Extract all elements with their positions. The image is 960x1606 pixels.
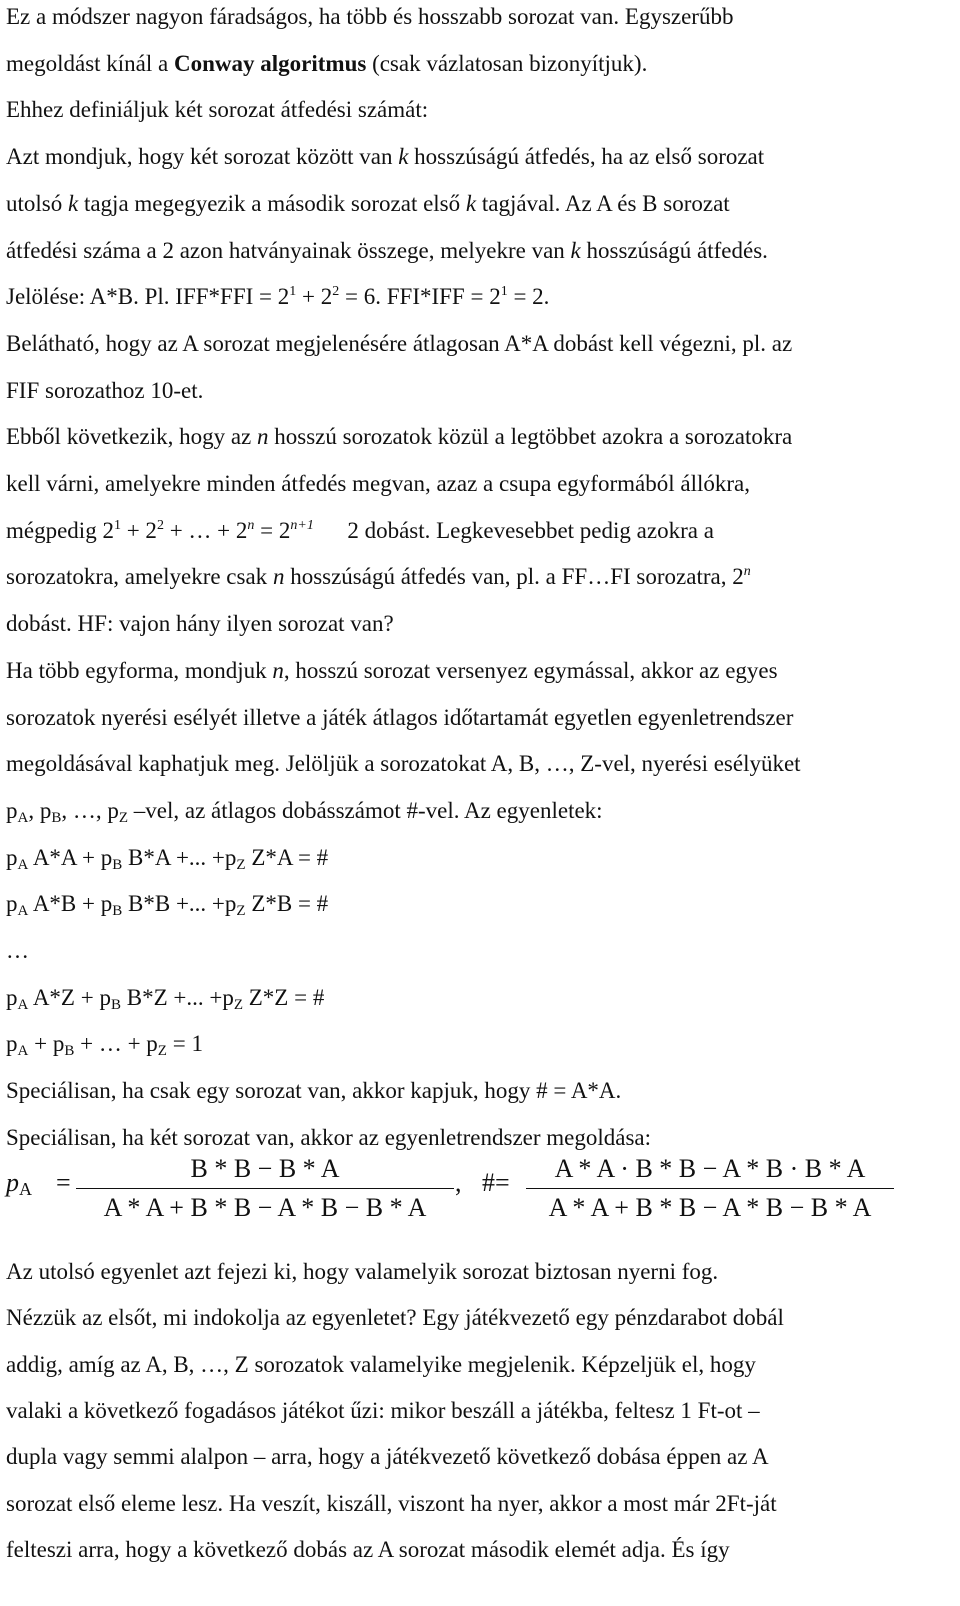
line-20-part-5: B*B +... +p: [122, 891, 237, 917]
line-18-part-7: –vel, az átlagos dobásszámot #-vel. Az egyenletek:: [128, 797, 603, 823]
line-cont-2-part-1: Nézzük az elsőt, mi indokolja az egyenletet? Egy játékvezető egy pénzdarabot dobál: [6, 1305, 784, 1331]
line-23-part-1: p: [6, 1031, 18, 1057]
line-17: [6, 749, 801, 779]
line-12-part-2: 1: [113, 517, 121, 533]
line-14: [6, 609, 394, 639]
line-1: [6, 2, 733, 32]
line-1-part-1: Ez a módszer nagyon fáradságos, ha több és hosszabb sorozat van. Egyszerűbb: [6, 4, 734, 29]
line-21-part-1: …: [6, 938, 29, 963]
line-8-part-1: Belátható, hogy az A sorozat megjelenésére átlagosan A*A dobást kell végezni, pl. az: [6, 330, 793, 356]
line-7-part-3: + 2: [296, 284, 333, 310]
line-4: [6, 142, 764, 172]
line-15-part-3: , hosszú sorozat versenyez egymással, akkor az egyes: [283, 657, 778, 683]
line-22-part-1: p: [6, 984, 18, 1010]
line-13-part-1: sorozatokra, amelyekre csak: [6, 564, 273, 590]
line-21: [6, 936, 29, 966]
line-12-part-9: [314, 518, 320, 543]
line-20-part-7: Z*B = #: [245, 891, 329, 917]
line-cont-1-part-1: Az utolsó egyenlet azt fejezi ki, hogy valamelyik sorozat biztosan nyerni fog.: [6, 1259, 719, 1284]
line-12-part-11: 2 dobást. Legkevesebbet pedig azokra a: [341, 517, 714, 543]
line-18-part-1: p: [6, 797, 18, 823]
line-7-part-6: 1: [500, 284, 508, 300]
fraction-pa-denominator: A * A + B * B − A * B − B * A: [103, 1193, 427, 1222]
line-24-part-1: Speciálisan, ha csak egy sorozat van, akkor kapjuk, hogy # = A*A.: [6, 1078, 622, 1104]
line-cont-5-part-1: dupla vagy semmi alalpon – arra, hogy a játékvezető következő dobása éppen az A: [6, 1444, 769, 1470]
line-10-part-3: hosszú sorozatok közül a legtöbbet azokra a sorozatokra: [268, 424, 793, 450]
comma: ,: [455, 1168, 462, 1197]
line-4-part-1: Azt mondjuk, hogy két sorozat között van: [6, 144, 399, 170]
line-12: [6, 516, 714, 546]
line-7-part-5: = 6. FFI*IFF = 2: [339, 284, 501, 310]
line-2: [6, 49, 647, 79]
line-cont-4: [6, 1396, 760, 1426]
line-22-part-5: B*Z +... +p: [120, 984, 234, 1010]
line-7-part-2: 1: [289, 284, 297, 300]
line-20-part-2: A: [17, 903, 29, 920]
line-25-part-1: Speciálisan, ha két sorozat van, akkor az egyenletrendszer megoldása:: [6, 1124, 652, 1150]
fraction-pa-bar: [76, 1188, 454, 1189]
line-17-part-1: megoldásával kaphatjuk meg. Jelöljük a sorozatokat A, B, …, Z-vel, nyerési esélyüket: [6, 751, 801, 777]
line-10: [6, 422, 792, 452]
line-20-part-6: Z: [236, 903, 246, 920]
line-cont-5: [6, 1442, 769, 1472]
line-9: [6, 376, 203, 406]
line-19-part-3: A*A + p: [28, 844, 113, 870]
line-cont-1: [6, 1257, 718, 1287]
line-12-part-1: mégpedig 2: [6, 517, 114, 543]
line-cont-7: [6, 1535, 730, 1565]
hash-equals: #=: [482, 1168, 510, 1197]
line-22-part-7: Z*Z = #: [243, 984, 325, 1010]
line-8: [6, 329, 792, 359]
line-cont-6-part-1: sorozat első eleme lesz. Ha veszít, kiszáll, viszont ha nyer, akkor a most már 2Ft-ját: [6, 1490, 777, 1516]
line-cont-7-part-1: felteszi arra, hogy a következő dobás az A sorozat második elemét adja. És így: [6, 1536, 730, 1562]
line-19-part-4: B: [112, 856, 123, 873]
pa-symbol: $p_A$: [6, 1168, 32, 1199]
line-4-part-2: k: [398, 144, 409, 170]
line-3-part-1: Ehhez definiáljuk két sorozat átfedési számát:: [6, 97, 429, 123]
line-18-part-2: A: [17, 809, 29, 826]
line-20-part-4: B: [112, 903, 123, 920]
line-12-part-7: = 2: [254, 517, 291, 543]
line-13-part-2: n: [272, 564, 285, 590]
line-23-part-3: + p: [28, 1031, 65, 1057]
line-22-part-3: A*Z + p: [28, 984, 111, 1010]
line-11: [6, 469, 750, 499]
line-23: [6, 1029, 203, 1059]
line-20-part-3: A*B + p: [28, 891, 113, 917]
line-12-part-8: n+1: [290, 517, 314, 533]
line-6-part-3: hosszúságú átfedés.: [580, 237, 768, 263]
line-cont-2: [6, 1303, 784, 1333]
line-12-part-5: + … + 2: [163, 517, 248, 543]
line-16: [6, 703, 793, 733]
line-23-part-5: + … + p: [74, 1031, 158, 1057]
line-19-part-6: Z: [236, 856, 246, 873]
line-3: [6, 95, 428, 125]
line-20: [6, 889, 328, 919]
line-18: [6, 796, 603, 826]
line-5-part-1: utolsó: [6, 190, 68, 216]
line-20-part-1: p: [6, 891, 18, 917]
line-19-part-5: B*A +... +p: [122, 844, 237, 870]
line-2-part-1: megoldást kínál a: [6, 50, 174, 76]
line-15: [6, 656, 778, 686]
line-cont-6: [6, 1489, 777, 1519]
line-5: [6, 189, 730, 219]
line-11-part-1: kell várni, amelyekre minden átfedés megvan, azaz a csupa egyformából állókra,: [6, 471, 750, 496]
line-7: [6, 282, 549, 312]
line-10-part-1: Ebből következik, hogy az: [6, 424, 258, 450]
line-5-part-2: k: [67, 190, 79, 216]
fraction-hash-denominator: A * A + B * B − A * B − B * A: [548, 1193, 872, 1222]
line-cont-3: [6, 1350, 756, 1380]
line-18-part-4: B: [51, 809, 62, 826]
line-22-part-6: Z: [233, 996, 243, 1013]
line-12-part-3: + 2: [120, 517, 157, 543]
line-6-part-2: k: [570, 237, 581, 263]
line-15-part-2: n: [272, 657, 284, 683]
line-2-part-3: (csak vázlatosan bizonyítjuk).: [366, 50, 648, 76]
line-12-part-4: 2: [156, 517, 164, 533]
line-16-part-1: sorozatok nyerési esélyét illetve a játék átlagos időtartamát egyetlen egyenletrendszer: [6, 704, 794, 730]
line-13-part-3: hosszúságú átfedés van, pl. a FF…FI sorozatra, 2: [284, 564, 744, 590]
line-22-part-2: A: [17, 996, 29, 1013]
line-18-part-5: , …, p: [61, 797, 119, 823]
line-5-part-5: tagjával. Az A és B sorozat: [476, 190, 730, 216]
line-5-part-3: tagja megegyezik a második sorozat első: [78, 190, 466, 216]
fraction-hash-bar: [526, 1188, 894, 1189]
fraction-pa-numerator: B * B − B * A: [190, 1154, 340, 1183]
line-4-part-3: hosszúságú átfedés, ha az első sorozat: [408, 144, 765, 170]
line-14-part-1: dobást. HF: vajon hány ilyen sorozat van?: [6, 611, 394, 637]
line-22: [6, 983, 324, 1013]
line-9-part-1: FIF sorozathoz 10-et.: [6, 377, 204, 403]
line-18-part-3: , p: [28, 797, 52, 823]
line-23-part-6: Z: [157, 1043, 167, 1060]
line-15-part-1: Ha több egyforma, mondjuk: [6, 657, 273, 683]
line-5-part-4: k: [465, 190, 477, 216]
line-19: [6, 843, 328, 873]
line-7-part-1: Jelölése: A*B. Pl. IFF*FFI = 2: [6, 284, 290, 310]
line-19-part-1: p: [6, 844, 18, 870]
line-12-part-6: n: [247, 517, 255, 533]
line-7-part-4: 2: [332, 284, 340, 300]
line-24: [6, 1076, 621, 1106]
equals-sign: =: [56, 1168, 71, 1197]
line-10-part-2: n: [257, 424, 269, 450]
line-6: [6, 236, 768, 266]
line-23-part-7: = 1: [166, 1031, 203, 1057]
line-2-part-2: Conway algoritmus: [174, 50, 367, 76]
line-7-part-7: = 2.: [507, 284, 550, 310]
line-cont-3-part-1: addig, amíg az A, B, …, Z sorozatok valamelyike megjelenik. Képzeljük el, hogy: [6, 1351, 756, 1377]
line-23-part-4: B: [64, 1043, 75, 1060]
line-6-part-1: átfedési száma a 2 azon hatványainak összege, melyekre van: [6, 237, 571, 263]
line-19-part-2: A: [17, 856, 29, 873]
line-13: [6, 562, 751, 592]
line-23-part-2: A: [17, 1043, 29, 1060]
line-13-part-4: n: [743, 564, 751, 580]
line-cont-4-part-1: valaki a következő fogadásos játékot űzi: mikor beszáll a játékba, feltesz 1 Ft-ot –: [6, 1397, 760, 1423]
line-18-part-6: Z: [118, 809, 129, 826]
line-25: [6, 1123, 651, 1153]
line-22-part-4: B: [110, 996, 121, 1013]
fraction-hash-numerator: A * A · B * B − A * B · B * A: [554, 1154, 866, 1183]
line-19-part-7: Z*A = #: [245, 844, 329, 870]
